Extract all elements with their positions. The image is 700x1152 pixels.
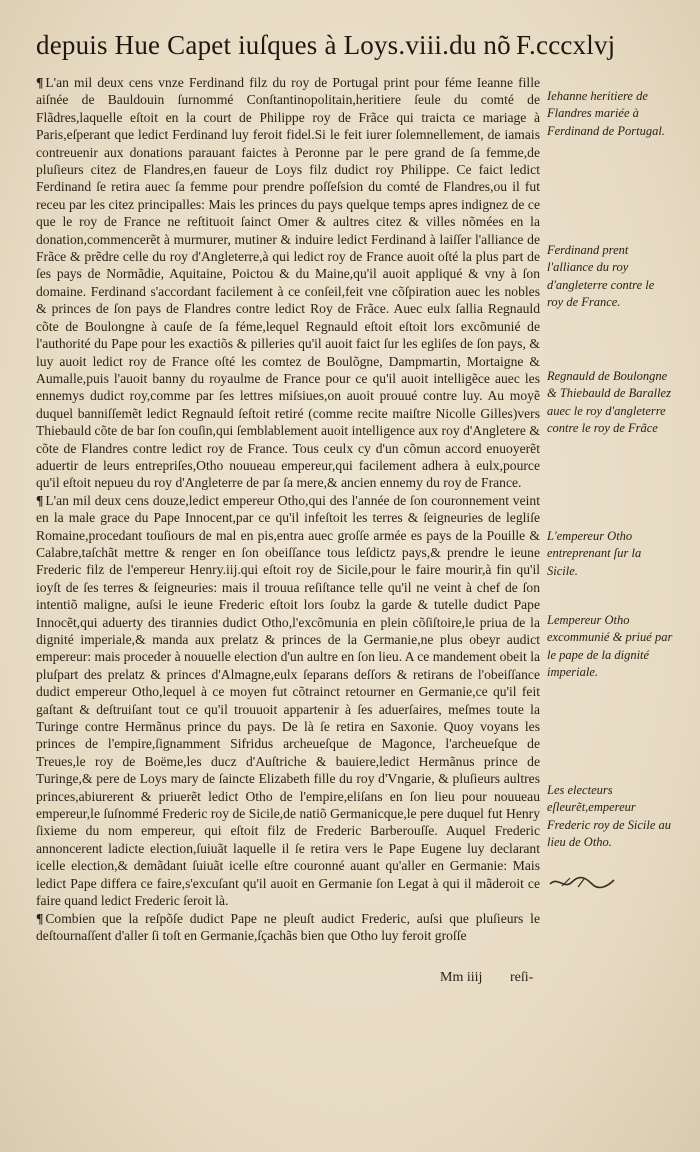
running-title: depuis Hue Capet iuſques à Loys.viii.du nõ: [36, 30, 511, 60]
main-text-column: [36, 74, 540, 944]
paragraph-text: Combien que la reſpõſe dudict Pape ne pleuſt audict Frederic, auſsi que pluſieurs le deſtournaſſent d'aller ſi toſt en Germanie,ſçachãs bien que Otho luy feroit groſſe: [36, 910, 540, 943]
folio-number: F.cccxlvj: [516, 30, 616, 60]
marginal-note-electeurs: Les electeurs eſleurẽt,empereur Frederic roy de Sicile au lieu de Otho.: [547, 783, 672, 850]
signature-mark: Mm iiij: [440, 970, 483, 985]
paragraph-text: L'an mil deux cens douze,ledict empereur Otho,qui des l'année de ſon couronnement veint en la male grace du Pape Innocent,par ce qu'il infeſtoit les terres & ſeigneuries de legliſe Romaine,procedant touſiours de mal en pis,entra auec groſſe armée es pays de la Pouille & Calabre,taſchãt mettre & renger en ſon obeiſſance tous leſdictz pays,& prendre le ieune Frederic filz de l'empereur Henry.iij.qui eſtoit roy de Sicile,pour le faire mourir,à fin qu'il ioyſt de ſes terres & ſeigneuries: mais il trouua reſiſtance telle qu'il ne veint à chef de ſon intentiõ maligne, auſsi le ieune Frederic eſtoit lors ſoubz la garde & tutelle dudict Pape Innocẽt,qui aduerty des tirannies dudict Otho,l'excõmunia en plein cõſiſtoire,le priua de la dignité imperiale,& manda aux prelatz & princes de la Germanie,ne plus obeyr audict empereur: mais proceder à nouuelle election d'un aultre en ſon lieu. A ce mandement obeit la pluſpart des prelatz & princes d'Almagne,eulx ſeparans deſſors & retirans de l'obeiſſance dudict empereur Otho,lequel à ce moyen fut cõtrainct retourner en Germanie,ce qu'il feit gaſtant & deſtruiſant tout ce qu'il trouuoit appartenir à ſes aduerſaires, meſmes toute la Turinge contre Hermãnus prince du pays. De là ſe retira en Saxonie. Quoy voyans les princes de l'empire,ſignamment Sifridus archeueſque de Magonce, l'archeueſque de Treues,le roy de Boëme,les ducz d'Auſtriche & bauiere,ledict Hermãnus prince de Turinge,& pere de Loys mary de ſaincte Elizabeth fille du roy d'Vngarie, & pluſieurs aultres princes,abiurerent & priuerẽt ledict Otho de l'empire,eliſans en ſon lieu pour nouueau empereur,le ſuſnommé Frederic roy de Sicile,de natiõ Germanicque,le pere duquel fut Henry ſixieme du nom empereur, qui eſtoit filz de Frederic Barberouſſe. Auquel Frederic annoncerent ladicte election,ſuiuãt laquelle il ſe retira vers le Pape Eugene luy declarant icelle election,& demãdant ſuiuãt icelle eſtre couronné auant qu'aller en Germanie: Mais ledict Pape differa ce faire,s'excuſant qu'il auoit en Germanie ſon Legat à qui il mãderoit ce faire quand ledict Frederic ſeroit là.: [36, 492, 540, 909]
paragraph-text: L'an mil deux cens vnze Ferdinand filz du roy de Portugal print pour féme Ieanne fille aiſnée de Bauldouin ſurnommé Conſtantinopolitain,heritiere ſeule du comté de Flãdres,laquelle eſtoit en la court de Philippe roy de Frãce qui traicta ce mariage à Paris,eſperant que ledict Ferdinand luy feroit fidel.Si le feit iurer ſolemnellement, de iamais contreuenir aux donations parauant faictes à Peronne par le pere grand de ſa femme,de pluſieurs citez de Flandres,en faueur de Loys filz dudict roy Philippe. Ce faict ledict Ferdinand ſe retira auec ſa femme pour prendre poſſeſsion du comté de Flandres,ou il fut receu par les citez principalles: Mais les princes du pays quelque temps apres indignez de ce que le roy de France ne reſtituoit ſainct Omer & aultres citez & villes nõmées en la donation,commencerẽt à murmurer, mutiner & induire ledict Ferdinand à laiſſer l'alliance de Frãce & prẽdre celle du roy d'Angleterre,à qui ledict roy de France auoit oſté la plus part de ſes pays de Normãdie, Aquitaine, Poictou & du Maine,qu'il auoit appliqué & vny à ſon domaine. Ferdinand s'accordant facilement à ce conſeil,feit vne cõſpiration auec les nobles & princes de ſon pays de Flandres contre ledict Roy de Frãce. Auec eulx ſallia Regnauld cõte de Boulongne à cauſe de ſa féme,lequel Regnauld eſtoit eſtoit lors excõmunié de l'authorité du Pape pour les exactiõs & pilleries qu'il auoit faict ſur les egliſes de ſon pays, & luy auoit ledict roy de France oſté les comtez de Boulõgne, Dampmartin, Mortaigne & Aumalle,puis l'auoit banny du royaulme de France pour ce qu'il auoit intelligẽce auec les ennemys dudict roy,comme par ſes lettres miſsiues,on auoit prouué contre luy. Au moyẽ duquel banniſſemẽt ledict Regnauld ſeſtoit retiré (comme recite maiſtre Nicolle Gilles)vers Thiebauld cõte de bar ſon couſin,qui ſemblablement auoit intelligence aux roy d'Angletere & cõte de Flandres contre ledict roy de France. Tous ceulx cy d'un cõmun accord enuoyerẽt aduertir de leurs entrepriſes,Otho nouueau empereur,qui facilement adhera à eulx,pource qu'il eſtoit nepueu du roy d'Angleterre de par ſa mere,& ancien ennemy du roy de France.: [36, 75, 540, 491]
paragraph-otho: [36, 492, 540, 910]
pilcrow-icon: ¶: [36, 492, 44, 508]
marginal-note-otho-excommunie: Lempereur Otho excommunié & priué par le pape de la dignité imperiale.: [547, 613, 673, 680]
marginal-note-ferdinand: Ferdinand prent l'alliance du roy d'angleterre contre le roy de France.: [547, 243, 655, 310]
page-footer: [440, 970, 534, 986]
paragraph-frederic: [36, 910, 540, 945]
marginal-note-otho-sicile: L'empereur Otho entreprenant ſur la Sicile.: [547, 529, 642, 578]
marginal-note-jehanne: Iehanne heritiere de Flandres mariée à Ferdinand de Portugal.: [547, 89, 665, 138]
pilcrow-icon: ¶: [36, 910, 44, 926]
ink-flourish-icon: [548, 872, 618, 894]
pilcrow-icon: ¶: [36, 75, 44, 90]
running-header: [36, 30, 636, 61]
marginal-note-regnauld: Regnauld de Boulongne & Thiebauld de Barallez auec le roy d'angleterre contre le roy de Frãce: [547, 369, 671, 436]
catchword: reſi-: [510, 970, 534, 985]
paragraph-ferdinand: [36, 74, 540, 492]
